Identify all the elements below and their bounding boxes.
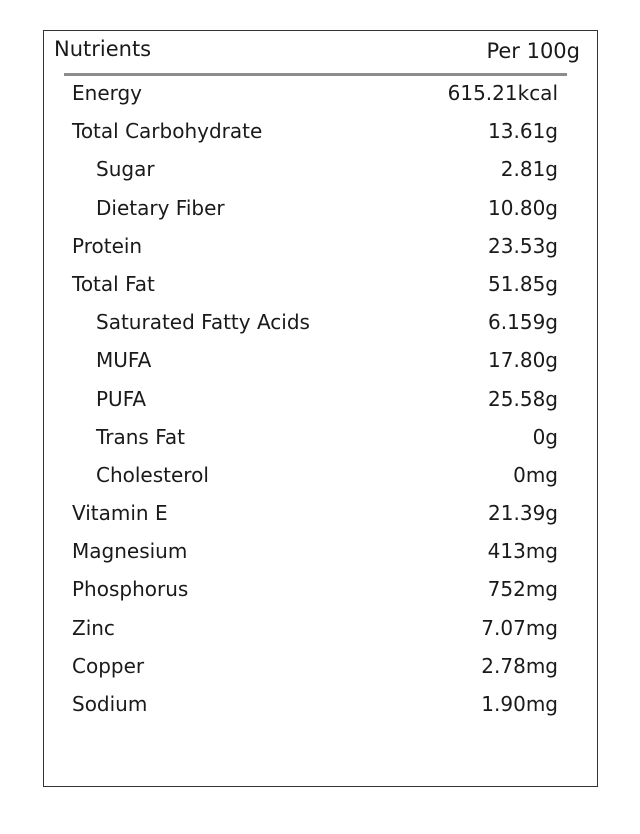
- per-100g-column-header: Per 100g: [486, 39, 580, 63]
- nutrient-value: 17.80g: [488, 348, 558, 373]
- nutrient-value: 0g: [532, 424, 558, 449]
- nutrient-name: MUFA: [96, 348, 152, 373]
- table-row: [44, 460, 597, 498]
- nutrient-name: Vitamin E: [72, 501, 168, 526]
- nutrient-value: 413mg: [487, 539, 558, 564]
- nutrient-rows: [44, 78, 597, 727]
- nutrient-name: Saturated Fatty Acids: [96, 310, 310, 335]
- table-row: [44, 498, 597, 536]
- table-row: [44, 689, 597, 727]
- nutrient-name: Sugar: [96, 157, 155, 182]
- table-row: [44, 78, 597, 116]
- nutrient-value: 615.21kcal: [447, 81, 558, 105]
- nutrient-value: 2.78mg: [481, 653, 558, 678]
- table-row: [44, 193, 597, 231]
- nutrient-value: 23.53g: [488, 233, 558, 258]
- nutrient-name: Copper: [72, 653, 145, 678]
- nutrient-name: Sodium: [72, 692, 148, 716]
- nutrient-value: 21.39g: [488, 501, 558, 526]
- table-row: [44, 345, 597, 383]
- nutrient-value: 25.58g: [488, 386, 558, 411]
- nutrient-name: Energy: [72, 81, 143, 105]
- table-row: [44, 536, 597, 574]
- table-row: [44, 384, 597, 422]
- nutrients-column-header: Nutrients: [54, 37, 152, 61]
- nutrient-name: Magnesium: [72, 539, 188, 564]
- table-row: [44, 116, 597, 154]
- table-row: [44, 574, 597, 612]
- nutrient-value: 51.85g: [488, 271, 558, 296]
- nutrient-value: 2.81g: [500, 157, 558, 182]
- nutrient-value: 7.07mg: [481, 615, 558, 640]
- nutrient-value: 10.80g: [488, 195, 558, 220]
- table-header: [44, 31, 597, 77]
- nutrient-value: 752mg: [487, 577, 558, 602]
- table-row: [44, 269, 597, 307]
- nutrient-name: Trans Fat: [96, 424, 185, 449]
- nutrient-name: Dietary Fiber: [96, 195, 225, 220]
- nutrient-name: PUFA: [96, 386, 147, 411]
- table-row: [44, 613, 597, 651]
- nutrient-name: Protein: [72, 233, 143, 258]
- nutrient-value: 13.61g: [488, 119, 558, 144]
- table-row: [44, 231, 597, 269]
- header-divider: [64, 73, 567, 76]
- nutrient-name: Total Fat: [72, 271, 155, 296]
- nutrition-table: [43, 30, 598, 787]
- nutrient-name: Zinc: [72, 615, 115, 640]
- table-row: [44, 154, 597, 192]
- nutrient-value: 6.159g: [488, 310, 558, 335]
- nutrient-name: Cholesterol: [96, 462, 209, 487]
- nutrient-value: 0mg: [513, 462, 558, 487]
- table-row: [44, 651, 597, 689]
- nutrient-name: Total Carbohydrate: [72, 119, 263, 144]
- table-row: [44, 422, 597, 460]
- nutrient-name: Phosphorus: [72, 577, 189, 602]
- table-row: [44, 307, 597, 345]
- nutrient-value: 1.90mg: [481, 692, 558, 716]
